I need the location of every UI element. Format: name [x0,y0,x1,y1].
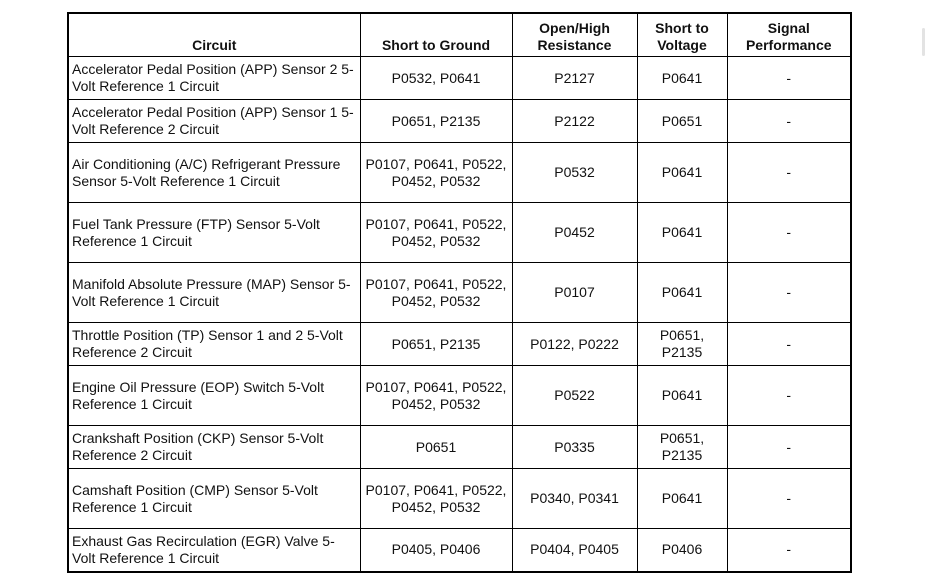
cell-signal-performance: - [727,100,851,143]
header-circuit: Circuit [68,13,360,57]
cell-open-high-resistance: P0532 [512,143,637,203]
table-row [68,529,851,572]
cell-short-to-ground: P0107, P0641, P0522, P0452, P0532 [360,263,512,323]
table-row [68,469,851,529]
cell-signal-performance: - [727,57,851,100]
cell-short-to-voltage: P0641 [637,203,727,263]
cell-signal-performance: - [727,366,851,426]
cell-circuit: Manifold Absolute Pressure (MAP) Sensor 5-Volt Reference 1 Circuit [68,263,360,323]
header-signal-performance: Signal Performance [727,13,851,57]
table-row [68,57,851,100]
cell-short-to-ground: P0651, P2135 [360,100,512,143]
cell-short-to-voltage: P0641 [637,469,727,529]
cell-signal-performance: - [727,469,851,529]
cell-short-to-ground: P0107, P0641, P0522, P0452, P0532 [360,203,512,263]
cell-circuit: Fuel Tank Pressure (FTP) Sensor 5-Volt Reference 1 Circuit [68,203,360,263]
cell-open-high-resistance: P0404, P0405 [512,529,637,572]
cell-signal-performance: - [727,323,851,366]
cell-short-to-voltage: P0651 [637,100,727,143]
table-row [68,143,851,203]
cell-signal-performance: - [727,263,851,323]
cell-signal-performance: - [727,529,851,572]
cell-circuit: Camshaft Position (CMP) Sensor 5-Volt Reference 1 Circuit [68,469,360,529]
table-row [68,100,851,143]
cell-short-to-voltage: P0641 [637,366,727,426]
cell-short-to-voltage: P0651, P2135 [637,323,727,366]
cell-circuit: Accelerator Pedal Position (APP) Sensor 2 5-Volt Reference 1 Circuit [68,57,360,100]
cell-open-high-resistance: P0340, P0341 [512,469,637,529]
cell-open-high-resistance: P2122 [512,100,637,143]
table-row [68,203,851,263]
cell-short-to-ground: P0107, P0641, P0522, P0452, P0532 [360,366,512,426]
cell-circuit: Crankshaft Position (CKP) Sensor 5-Volt Reference 2 Circuit [68,426,360,469]
cell-open-high-resistance: P0335 [512,426,637,469]
cell-short-to-ground: P0107, P0641, P0522, P0452, P0532 [360,469,512,529]
header-short-to-ground: Short to Ground [360,13,512,57]
cell-short-to-voltage: P0651, P2135 [637,426,727,469]
cell-short-to-voltage: P0641 [637,263,727,323]
cell-circuit: Throttle Position (TP) Sensor 1 and 2 5-Volt Reference 2 Circuit [68,323,360,366]
cell-short-to-ground: P0405, P0406 [360,529,512,572]
cell-open-high-resistance: P0452 [512,203,637,263]
table-row [68,366,851,426]
cell-short-to-voltage: P0641 [637,57,727,100]
cell-open-high-resistance: P0122, P0222 [512,323,637,366]
cell-signal-performance: - [727,203,851,263]
table-row [68,323,851,366]
cell-short-to-ground: P0651 [360,426,512,469]
table-header-row [68,13,851,57]
cell-short-to-ground: P0532, P0641 [360,57,512,100]
cell-short-to-ground: P0107, P0641, P0522, P0452, P0532 [360,143,512,203]
cell-short-to-voltage: P0406 [637,529,727,572]
cell-short-to-voltage: P0641 [637,143,727,203]
header-short-to-voltage: Short to Voltage [637,13,727,57]
cell-signal-performance: - [727,426,851,469]
cell-short-to-ground: P0651, P2135 [360,323,512,366]
cell-circuit: Exhaust Gas Recirculation (EGR) Valve 5-Volt Reference 1 Circuit [68,529,360,572]
cell-open-high-resistance: P2127 [512,57,637,100]
cell-circuit: Accelerator Pedal Position (APP) Sensor 1 5-Volt Reference 2 Circuit [68,100,360,143]
cell-open-high-resistance: P0522 [512,366,637,426]
cell-circuit: Engine Oil Pressure (EOP) Switch 5-Volt Reference 1 Circuit [68,366,360,426]
cell-signal-performance: - [727,143,851,203]
table-row [68,263,851,323]
dtc-table [67,12,852,573]
cell-open-high-resistance: P0107 [512,263,637,323]
header-open-high-resistance: Open/High Resistance [512,13,637,57]
cell-circuit: Air Conditioning (A/C) Refrigerant Pressure Sensor 5-Volt Reference 1 Circuit [68,143,360,203]
table-row [68,426,851,469]
